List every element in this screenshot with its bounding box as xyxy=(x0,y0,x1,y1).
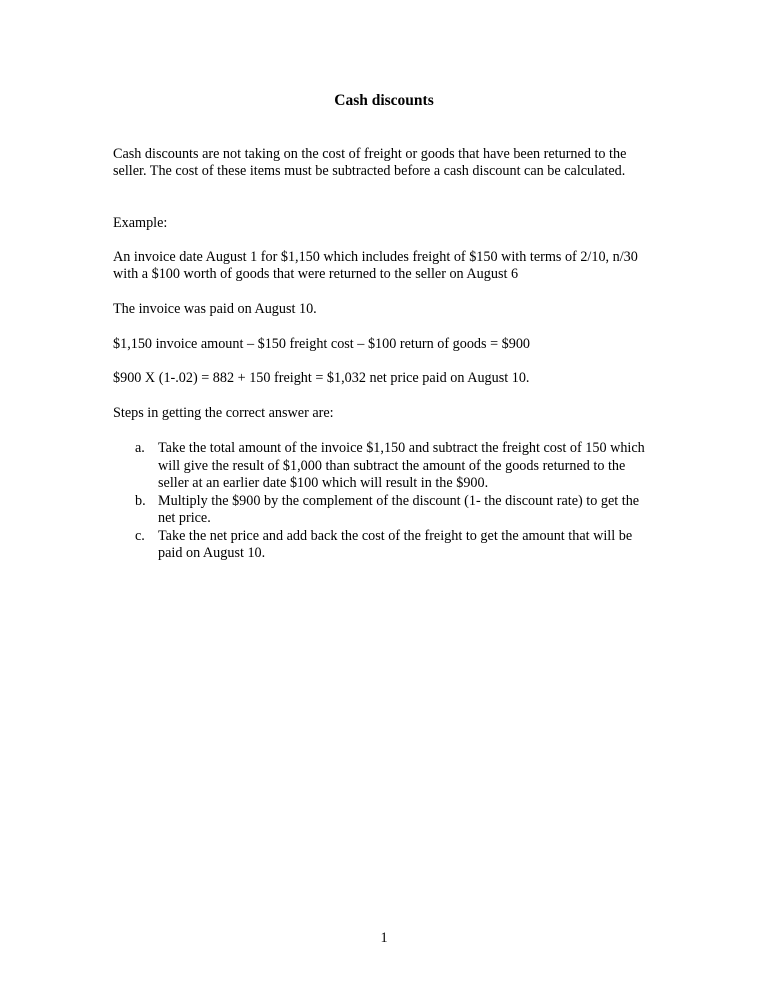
intro-paragraph: Cash discounts are not taking on the cost of freight or goods that have been returned to the seller. The cost of these items must be subtracted before a cash discount can be calculated. xyxy=(113,146,627,179)
step-item xyxy=(113,440,648,493)
calculation-line-2: $900 X (1-.02) = 882 + 150 freight = $1,032 net price paid on August 10. xyxy=(113,370,530,386)
steps-list xyxy=(113,440,648,563)
invoice-description: An invoice date August 1 for $1,150 which includes freight of $150 with terms of 2/10, n/30 with a $100 worth of goods that were returned to the seller on August 6 xyxy=(113,249,638,282)
page-number: 1 xyxy=(380,930,388,946)
step-marker: a. xyxy=(135,440,145,456)
step-text: Take the net price and add back the cost of the freight to get the amount that will be paid on August 10. xyxy=(158,527,633,561)
step-text: Take the total amount of the invoice $1,150 and subtract the freight cost of 150 which will give the result of $1,000 than subtract the amount of the goods returned to the seller at an earlier date $100 which will result in the $900. xyxy=(158,440,645,491)
calculation-line-1: $1,150 invoice amount – $150 freight cost – $100 return of goods = $900 xyxy=(113,336,531,352)
step-item xyxy=(113,528,648,563)
step-text: Multiply the $900 by the complement of the discount (1- the discount rate) to get the net price. xyxy=(158,492,640,526)
step-item xyxy=(113,493,648,528)
step-marker: b. xyxy=(135,492,146,509)
steps-intro: Steps in getting the correct answer are: xyxy=(113,405,334,421)
document-title: Cash discounts xyxy=(334,92,434,109)
payment-note: The invoice was paid on August 10. xyxy=(113,301,317,317)
step-marker: c. xyxy=(135,527,145,544)
example-label: Example: xyxy=(113,215,168,231)
